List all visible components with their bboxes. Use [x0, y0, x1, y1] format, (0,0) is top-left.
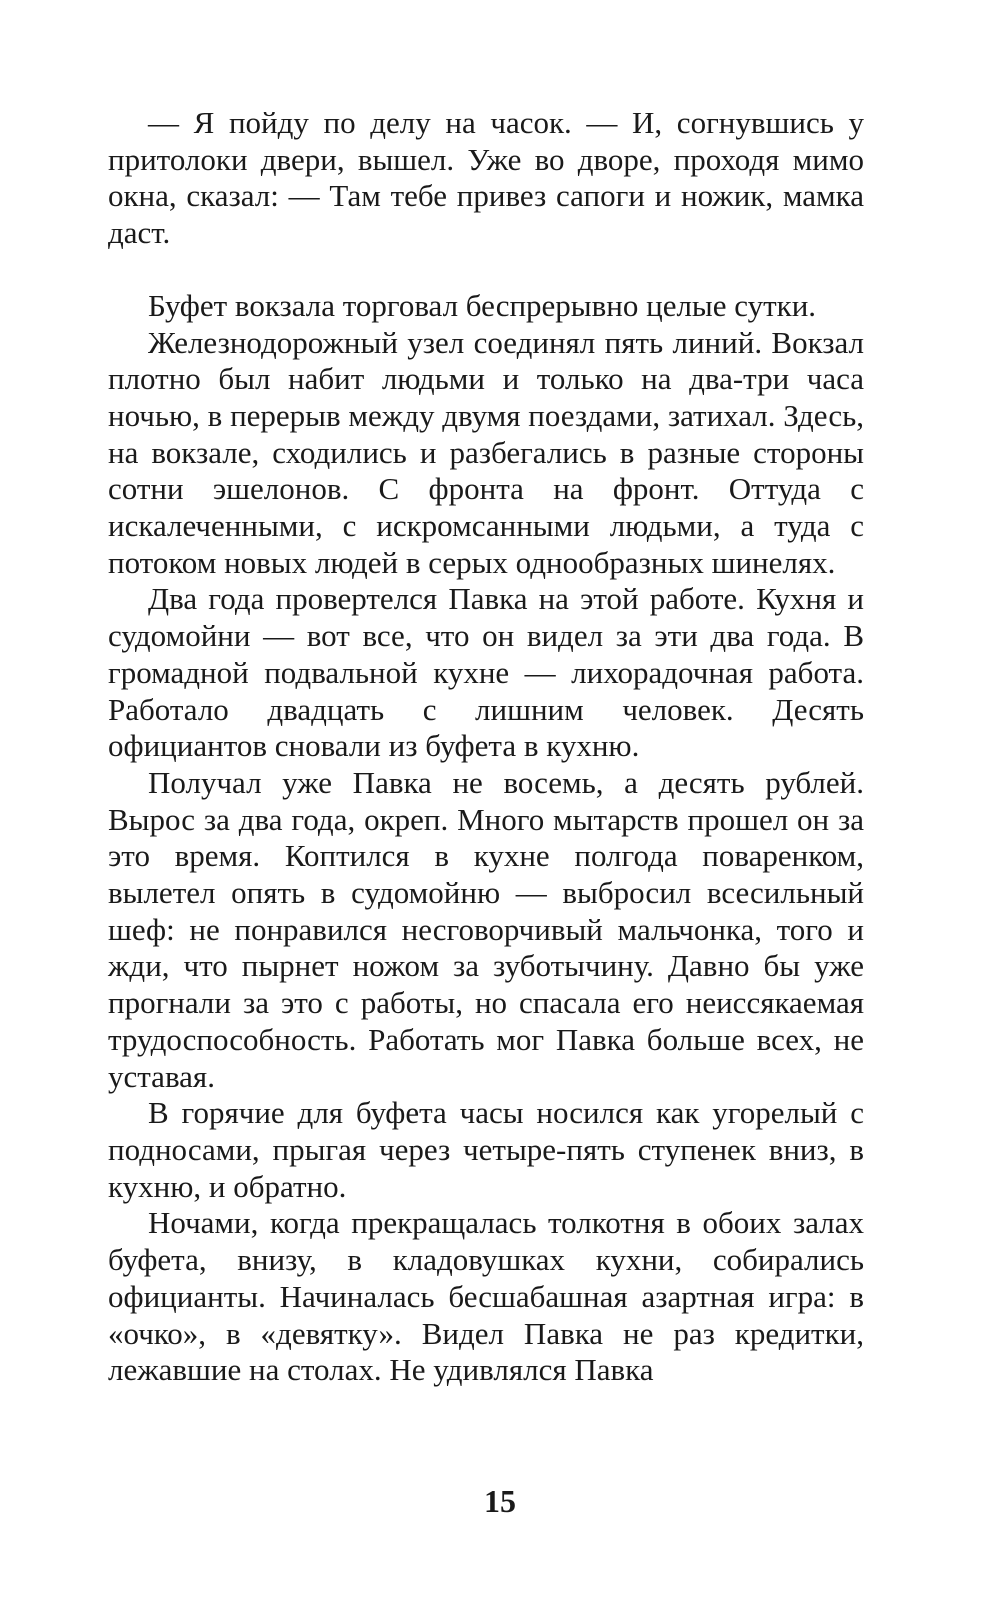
- paragraph: Получал уже Павка не восемь, а десять рублей. Вырос за два года, окреп. Много мытарств прошел он за это время. Коптился в кухне полгода поваренком, вылетел опять в судомойню — выбросил всесильный шеф: не понравился несговорчивый мальчонка, того и жди, что пырнет ножом за зуботычину. Давно бы уже прогнали за это с работы, но спасала его неиссякаемая трудоспособность. Работать мог Павка больше всех, не уставая.: [108, 764, 864, 1094]
- paragraph: В горячие для буфета часы носился как угорелый с подносами, прыгая через четыре-пять ступенек вниз, в кухню, и обратно.: [108, 1095, 864, 1204]
- page-number: 15: [484, 1483, 516, 1519]
- page-text: [108, 105, 864, 1389]
- paragraph: Буфет вокзала торговал беспрерывно целые сутки.: [148, 287, 817, 323]
- section-break: [108, 252, 864, 288]
- paragraph: Ночами, когда прекращалась толкотня в обоих залах буфета, внизу, в кладовушках кухни, собирались официанты. Начиналась бесшабашная азартная игра: в «очко», в «девятку». Видел Павка не раз кредитки, лежавшие на столах. Не удивлялся Павка: [108, 1205, 864, 1388]
- paragraph: — Я пойду по делу на часок. — И, согнувшись у притолоки двери, вышел. Уже во дворе, проходя мимо окна, сказал: — Там тебе привез сапоги и ножик, мамка даст.: [108, 105, 864, 251]
- paragraph: Железнодорожный узел соединял пять линий. Вокзал плотно был набит людьми и только на два-три часа ночью, в перерыв между двумя поездами, затихал. Здесь, на вокзале, сходились и разбегались в разные стороны сотни эшелонов. С фронта на фронт. Оттуда с искалеченными, с искромсанными людьми, а туда с потоком новых людей в серых однообразных шинелях.: [108, 324, 864, 580]
- paragraph: Два года провертелся Павка на этой работе. Кухня и судомойни — вот все, что он видел за эти два года. В громадной подвальной кухне — лихорадочная работа. Работало двадцать с лишним человек. Десять официантов сновали из буфета в кухню.: [108, 581, 864, 764]
